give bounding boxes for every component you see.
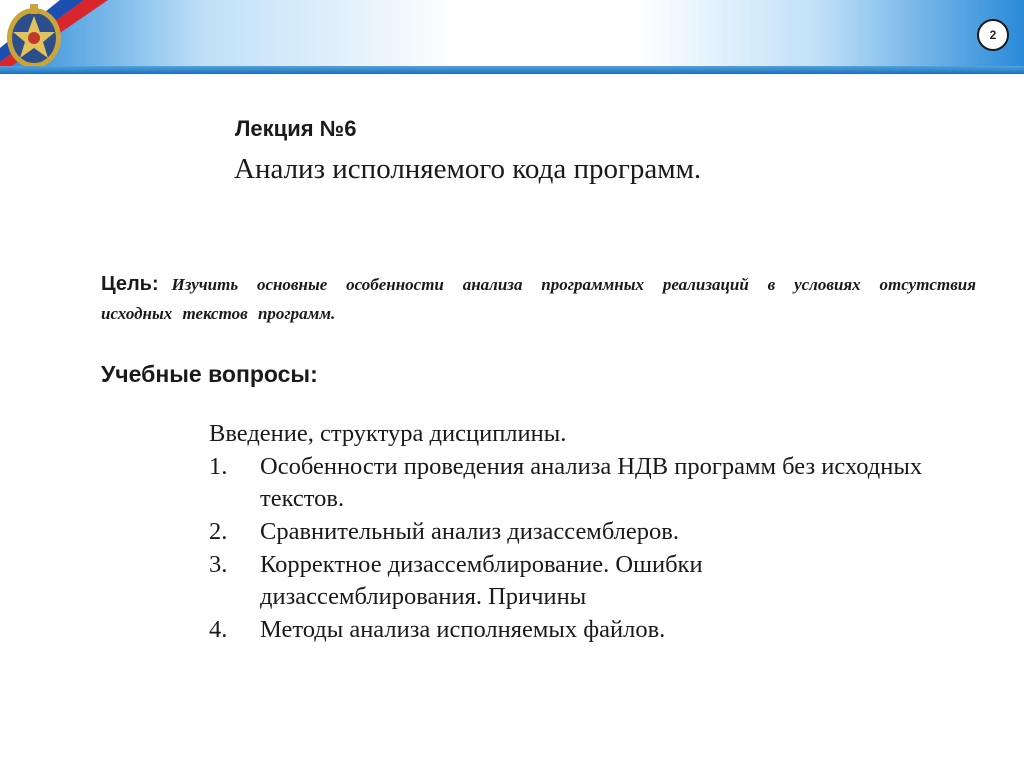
list-item [209, 451, 929, 515]
goal-paragraph [101, 270, 976, 328]
lecture-number: Лекция №6 [235, 116, 357, 141]
list-item [209, 549, 929, 613]
page-number-badge: 2 [977, 19, 1009, 51]
emblem-icon [3, 2, 65, 70]
list-item [209, 614, 929, 646]
list-item-number: 1. [209, 453, 228, 480]
lecture-title: Анализ исполняемого кода программ. [234, 153, 702, 185]
list-item-text: Сравнительный анализ дизассемблеров. [260, 518, 679, 545]
list-item-text: Особенности проведения анализа НДВ программ без исходных текстов. [260, 453, 923, 512]
list-item-text: Методы анализа исполняемых файлов. [260, 616, 666, 643]
goal-text: Изучить основные особенности анализа программных реализаций в условиях отсутствия исходных текстов программ. [101, 275, 977, 323]
goal-label: Цель: [101, 273, 159, 295]
list-item [209, 516, 929, 548]
list-item-number: 4. [209, 616, 228, 643]
header-banner [0, 0, 1024, 74]
list-item-number: 3. [209, 551, 228, 578]
questions-heading: Учебные вопросы: [101, 361, 318, 387]
list-item-text: Корректное дизассемблирование. Ошибки дизассемблирования. Причины [260, 551, 703, 610]
list-item-number: 2. [209, 518, 228, 545]
questions-intro: Введение, структура дисциплины. [209, 420, 567, 447]
questions-list [209, 418, 929, 647]
